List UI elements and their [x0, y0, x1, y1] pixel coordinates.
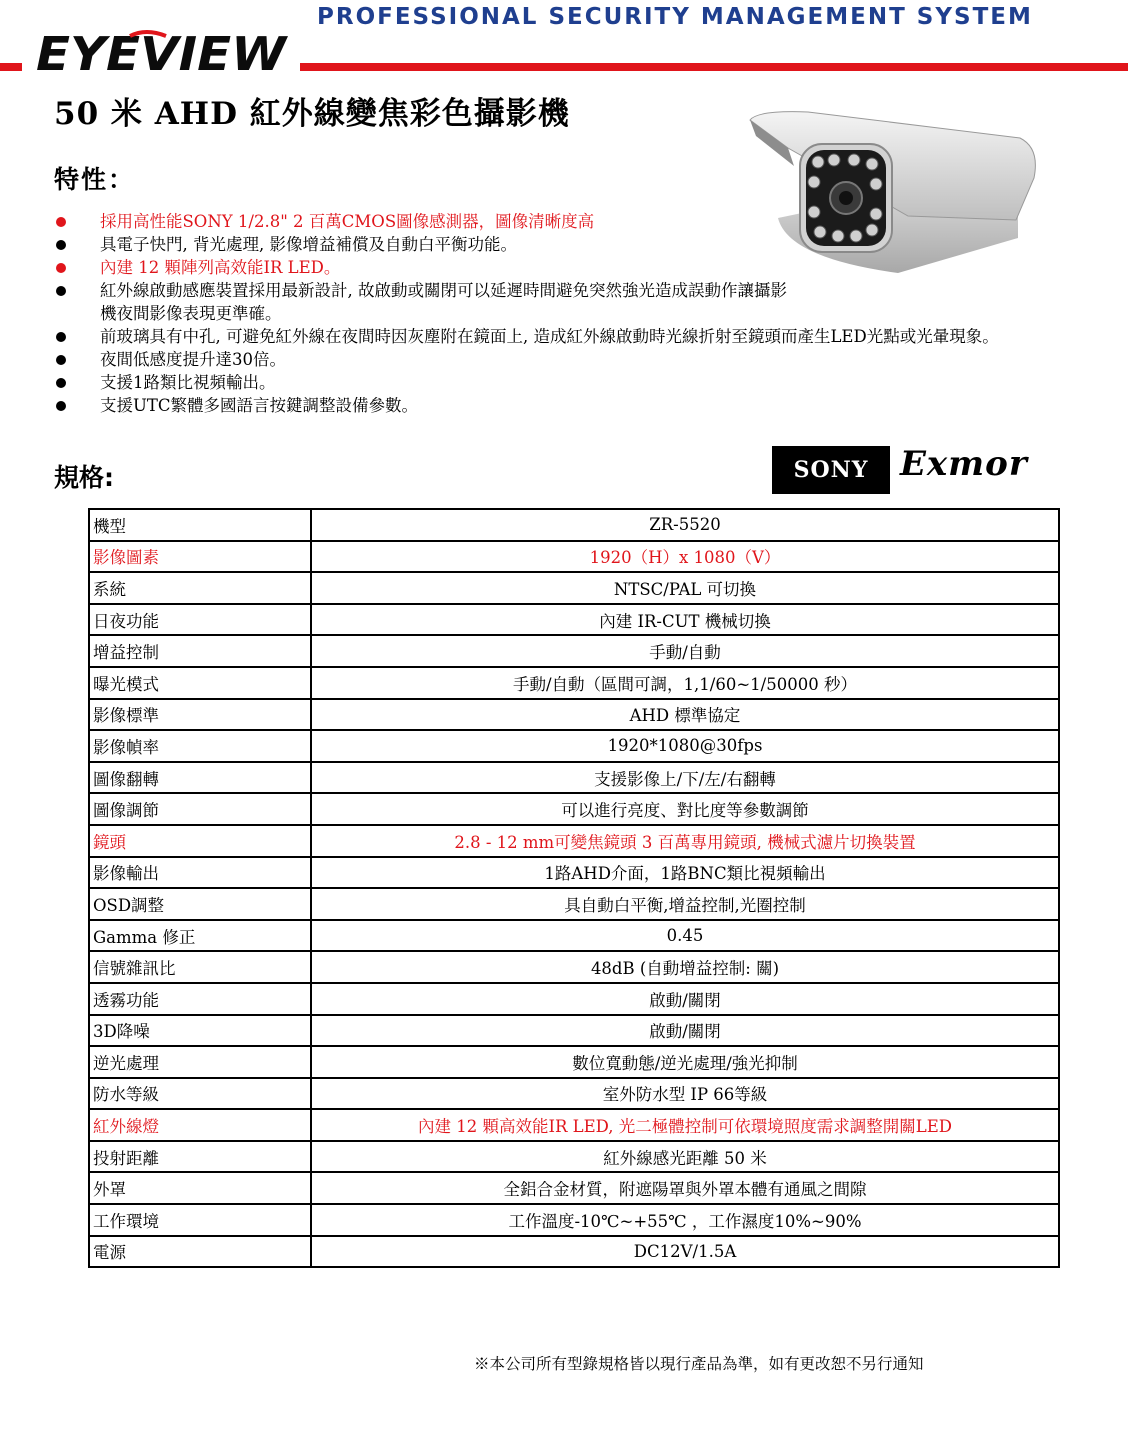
bullet-icon: [56, 240, 66, 250]
spec-value: ZR-5520: [311, 509, 1059, 541]
spec-key: 工作環境: [89, 1204, 311, 1236]
spec-value: 內建 12 顆高效能IR LED, 光二極體控制可依環境照度需求調整開關LED: [311, 1109, 1059, 1141]
spec-row: [89, 951, 1059, 983]
feature-text: 前玻璃具有中孔, 可避免紅外線在夜間時因灰塵附在鏡面上, 造成紅外線啟動時光線折射至鏡頭而產生LED光點或光暈現象。: [100, 327, 999, 346]
spec-key: OSD調整: [89, 888, 311, 920]
feature-item: [56, 279, 800, 325]
spec-value: 1路AHD介面，1路BNC類比視頻輸出: [311, 857, 1059, 889]
spec-value: 手動/自動（區間可調，1,1/60~1/50000 秒）: [311, 667, 1059, 699]
page-title: 50 米 AHD 紅外線變焦彩色攝影機: [54, 96, 570, 132]
exmor-logo: Exmor: [900, 444, 1028, 484]
spec-row: [89, 667, 1059, 699]
spec-row: [89, 1109, 1059, 1141]
feature-item: [56, 210, 1086, 233]
spec-value: 啟動/關閉: [311, 1015, 1059, 1047]
spec-value: 手動/自動: [311, 635, 1059, 667]
spec-value: 室外防水型 IP 66等級: [311, 1078, 1059, 1110]
brand-bar: [300, 63, 1128, 71]
spec-key: 影像幀率: [89, 730, 311, 762]
spec-row: [89, 730, 1059, 762]
spec-key: Gamma 修正: [89, 920, 311, 952]
feature-item: [56, 256, 1086, 279]
spec-key: 投射距離: [89, 1141, 311, 1173]
spec-value: 1920（H）x 1080（V）: [311, 541, 1059, 573]
spec-row: [89, 1015, 1059, 1047]
spec-value: 工作溫度-10℃~+55℃ ，工作濕度10%~90%: [311, 1204, 1059, 1236]
feature-item: [56, 348, 1086, 371]
spec-key: 機型: [89, 509, 311, 541]
spec-value: 支援影像上/下/左/右翻轉: [311, 762, 1059, 794]
feature-text: 具電子快門, 背光處理, 影像增益補償及自動白平衡功能。: [100, 235, 517, 254]
feature-item: [56, 233, 1086, 256]
spec-key: 圖像調節: [89, 793, 311, 825]
spec-value: 2.8 - 12 mm可變焦鏡頭 3 百萬專用鏡頭, 機械式濾片切換裝置: [311, 825, 1059, 857]
spec-key: 日夜功能: [89, 604, 311, 636]
spec-value: 紅外線感光距離 50 米: [311, 1141, 1059, 1173]
spec-key: 曝光模式: [89, 667, 311, 699]
logo-text: EYEVIEW: [36, 27, 289, 76]
spec-key: 3D降噪: [89, 1015, 311, 1047]
bullet-icon: [56, 332, 66, 342]
features-list: [56, 210, 1086, 417]
feature-text: 支援1路類比視頻輸出。: [100, 373, 276, 392]
bullet-icon: [56, 401, 66, 411]
feature-text: 紅外線啟動感應裝置採用最新設計, 故啟動或關閉可以延遲時間避免突然強光造成誤動作讓攝影機夜間影像表現更準確。: [100, 281, 787, 323]
spec-value: 1920*1080@30fps: [311, 730, 1059, 762]
spec-key: 鏡頭: [89, 825, 311, 857]
spec-value: DC12V/1.5A: [311, 1236, 1059, 1268]
bullet-icon: [56, 286, 66, 296]
spec-row: [89, 762, 1059, 794]
feature-text: 支援UTC繁體多國語言按鍵調整設備參數。: [100, 396, 419, 415]
spec-row: [89, 509, 1059, 541]
spec-row: [89, 541, 1059, 573]
spec-key: 影像圖素: [89, 541, 311, 573]
spec-key: 信號雜訊比: [89, 951, 311, 983]
feature-item: [56, 325, 1086, 348]
spec-value: 啟動/關閉: [311, 983, 1059, 1015]
spec-value: 具自動白平衡,增益控制,光圈控制: [311, 888, 1059, 920]
spec-key: 透霧功能: [89, 983, 311, 1015]
bullet-icon: [56, 355, 66, 365]
spec-value: 0.45: [311, 920, 1059, 952]
spec-row: [89, 857, 1059, 889]
spec-row: [89, 1078, 1059, 1110]
spec-value: 內建 IR-CUT 機械切換: [311, 604, 1059, 636]
spec-row: [89, 699, 1059, 731]
spec-key: 系統: [89, 572, 311, 604]
spec-row: [89, 983, 1059, 1015]
spec-table: [88, 508, 1060, 1268]
spec-row: [89, 1172, 1059, 1204]
spec-value: AHD 標準協定: [311, 699, 1059, 731]
spec-key: 電源: [89, 1236, 311, 1268]
feature-item: [56, 371, 1086, 394]
bullet-icon: [56, 263, 66, 273]
bullet-icon: [56, 378, 66, 388]
spec-key: 影像輸出: [89, 857, 311, 889]
brand-bar-left: [0, 63, 22, 71]
spec-row: [89, 572, 1059, 604]
feature-text: 採用高性能SONY 1/2.8" 2 百萬CMOS圖像感測器，圖像清晰度高: [100, 212, 595, 231]
spec-key: 增益控制: [89, 635, 311, 667]
spec-value: NTSC/PAL 可切換: [311, 572, 1059, 604]
spec-value: 數位寬動態/逆光處理/強光抑制: [311, 1046, 1059, 1078]
spec-row: [89, 604, 1059, 636]
spec-value: 全鋁合金材質，附遮陽罩與外罩本體有通風之間隙: [311, 1172, 1059, 1204]
header-tagline: PROFESSIONAL SECURITY MANAGEMENT SYSTEM: [317, 4, 1033, 30]
eyeview-logo: [34, 26, 289, 76]
spec-row: [89, 793, 1059, 825]
spec-row: [89, 825, 1059, 857]
spec-row: [89, 1236, 1059, 1268]
sony-logo: SONY: [772, 446, 890, 494]
spec-key: 防水等級: [89, 1078, 311, 1110]
spec-row: [89, 635, 1059, 667]
bullet-icon: [56, 217, 66, 227]
spec-value: 48dB (自動增益控制: 關): [311, 951, 1059, 983]
spec-key: 逆光處理: [89, 1046, 311, 1078]
spec-heading: 規格:: [54, 463, 114, 492]
feature-item: [56, 394, 1086, 417]
spec-value: 可以進行亮度、對比度等參數調節: [311, 793, 1059, 825]
features-heading: 特性：: [54, 165, 136, 194]
spec-key: 圖像翻轉: [89, 762, 311, 794]
spec-row: [89, 1046, 1059, 1078]
spec-row: [89, 888, 1059, 920]
spec-key: 影像標準: [89, 699, 311, 731]
spec-key: 外罩: [89, 1172, 311, 1204]
footnote: ※本公司所有型錄規格皆以現行產品為準，如有更改恕不另行通知: [474, 1355, 924, 1373]
spec-row: [89, 1204, 1059, 1236]
spec-row: [89, 1141, 1059, 1173]
spec-row: [89, 920, 1059, 952]
feature-text: 內建 12 顆陣列高效能IR LED。: [100, 258, 341, 277]
feature-text: 夜間低感度提升達30倍。: [100, 350, 286, 369]
spec-key: 紅外線燈: [89, 1109, 311, 1141]
